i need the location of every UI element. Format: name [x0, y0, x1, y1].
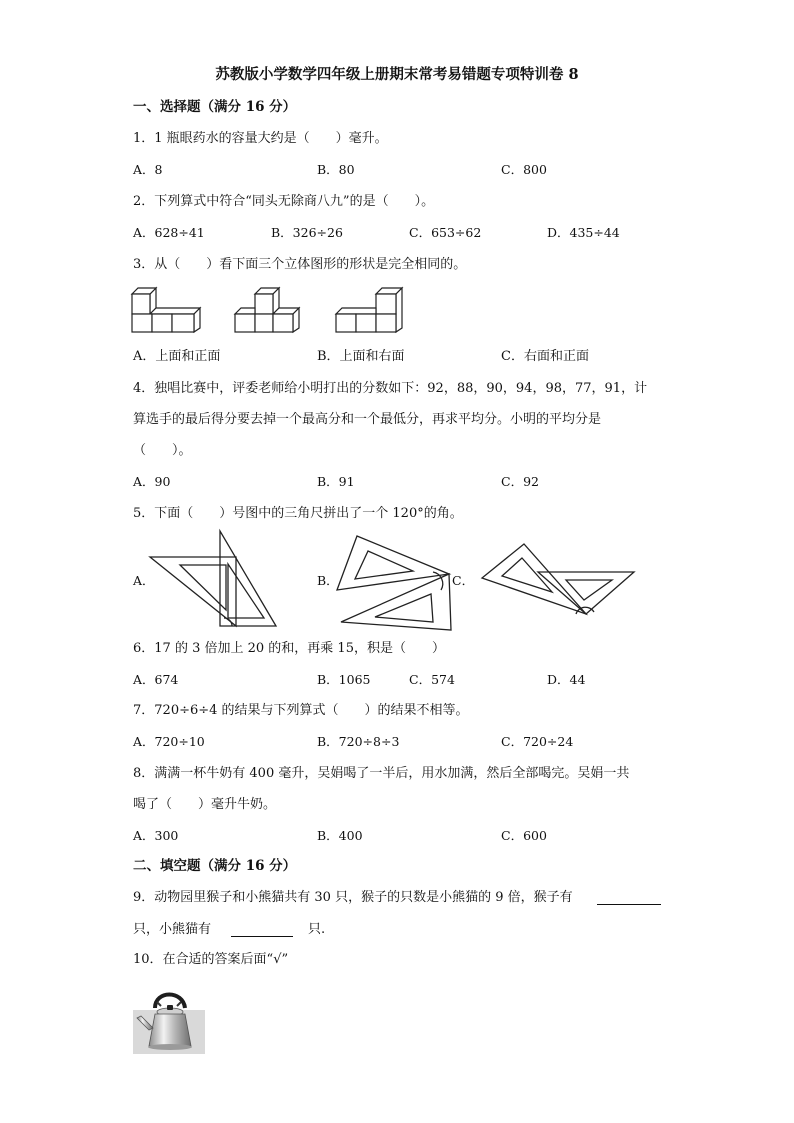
q3-option-a: A．上面和正面	[133, 349, 221, 364]
page-title: 苏教版小学数学四年级上册期末常考易错题专项特训卷 8	[215, 66, 579, 83]
q2-option-c: C．653÷62	[409, 225, 482, 240]
cube-figure-icon	[334, 284, 406, 334]
q8-option-b: B．400	[317, 828, 363, 843]
question-2-text: 2．下列算式中符合“同头无除商八九”的是（ ）。	[133, 194, 435, 209]
question-8-line-2: 喝了（ ）毫升牛奶。	[133, 797, 277, 812]
q8-option-a: A．300	[133, 828, 179, 843]
cube-figure-icon	[130, 284, 205, 334]
q7-option-b: B．720÷8÷3	[317, 734, 400, 749]
q6-option-a: A．674	[133, 672, 179, 687]
question-4-line-2: 算选手的最后得分要去掉一个最高分和一个最低分，再求平均分。小明的平均分是	[133, 412, 602, 427]
q1-option-a: A．8	[133, 162, 163, 177]
question-5-text: 5．下面（ ）号图中的三角尺拼出了一个 120°的角。	[133, 506, 463, 521]
q6-option-d: D．44	[547, 672, 586, 687]
triangle-ruler-icon	[480, 542, 640, 622]
section-heading-choice: 一、选择题（满分 16 分）	[133, 99, 297, 115]
question-10-text: 10．在合适的答案后面“√”	[133, 952, 289, 967]
triangle-ruler-icon	[333, 534, 453, 632]
question-6-text: 6．17 的 3 倍加上 20 的和，再乘 15，积是（ ）	[133, 641, 445, 656]
question-9-line-2b: 只.	[308, 922, 326, 937]
q8-option-c: C．600	[501, 828, 547, 843]
q7-option-c: C．720÷24	[501, 734, 574, 749]
q5-label-c: C．	[452, 573, 475, 588]
q2-option-a: A．628÷41	[133, 225, 205, 240]
q9-blank-pandas[interactable]	[231, 923, 293, 940]
q2-option-d: D．435÷44	[547, 225, 620, 240]
q7-option-a: A．720÷10	[133, 734, 205, 749]
q5-label-b: B．	[317, 573, 339, 588]
q3-option-b: B．上面和右面	[317, 349, 405, 364]
question-1-text: 1．1 瓶眼药水的容量大约是（ ）毫升。	[133, 131, 388, 146]
question-8-line-1: 8．满满一杯牛奶有 400 毫升，吴娟喝了一半后，用水加满，然后全部喝完。吴娟一共	[133, 766, 630, 781]
q6-option-b: B．1065	[317, 672, 371, 687]
q2-option-b: B．326÷26	[271, 225, 343, 240]
q1-option-c: C．800	[501, 162, 547, 177]
q4-option-c: C．92	[501, 474, 539, 489]
section-heading-fill: 二、填空题（满分 16 分）	[133, 858, 297, 874]
question-4-line-3: （ ）。	[133, 443, 192, 458]
q6-option-c: C．574	[409, 672, 455, 687]
kettle-icon	[133, 986, 205, 1054]
cube-figure-icon	[233, 284, 303, 334]
question-9-line-1: 9．动物园里猴子和小熊猫共有 30 只，猴子的只数是小熊猫的 9 倍，猴子有	[133, 890, 573, 905]
question-9-line-2a: 只，小熊猫有	[133, 922, 212, 937]
triangle-ruler-icon	[150, 530, 280, 628]
q4-option-b: B．91	[317, 474, 355, 489]
q3-option-c: C．右面和正面	[501, 349, 589, 364]
q5-label-a: A．	[133, 573, 155, 588]
q1-option-b: B．80	[317, 162, 355, 177]
question-7-text: 7．720÷6÷4 的结果与下列算式（ ）的结果不相等。	[133, 703, 469, 718]
q9-blank-monkeys[interactable]	[597, 891, 661, 908]
question-3-text: 3．从（ ）看下面三个立体图形的形状是完全相同的。	[133, 257, 467, 272]
question-4-line-1: 4．独唱比赛中，评委老师给小明打出的分数如下：92，88，90，94，98，77，91，计	[133, 381, 648, 396]
q4-option-a: A．90	[133, 474, 171, 489]
